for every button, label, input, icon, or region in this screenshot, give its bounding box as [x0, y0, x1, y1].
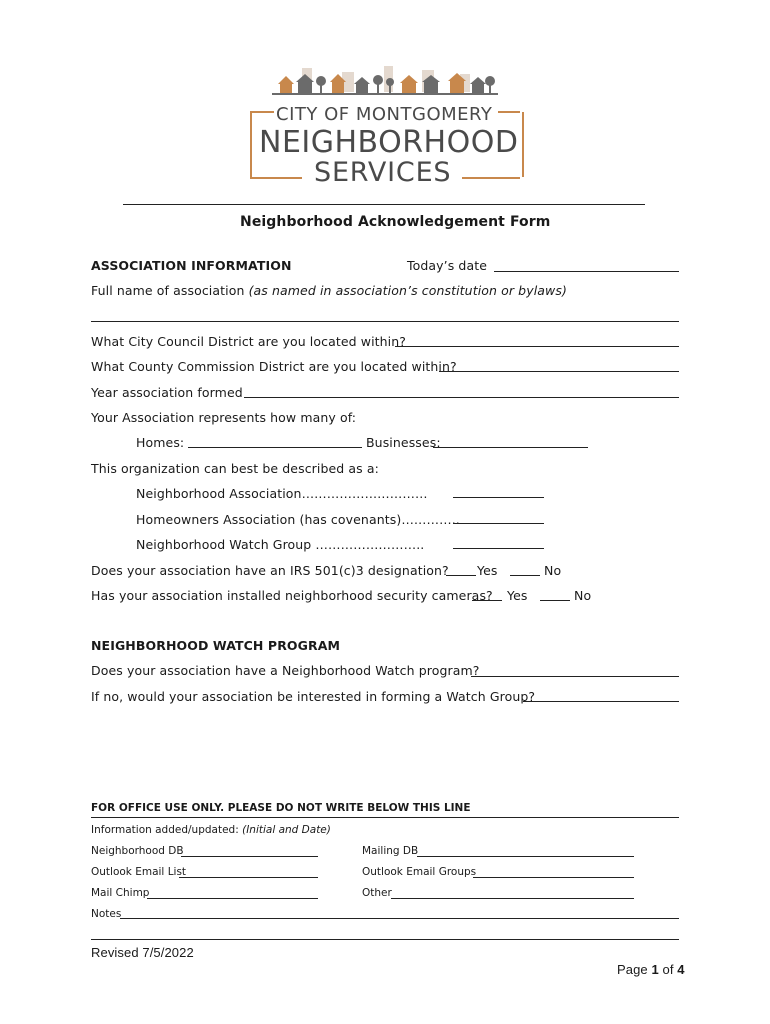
outlook-groups-field[interactable] — [473, 877, 634, 878]
page-number — [617, 962, 685, 977]
other-label: Other — [362, 887, 392, 899]
logo-neighborhood-text: NEIGHBORHOOD — [259, 125, 519, 160]
year-formed-field[interactable] — [244, 397, 679, 398]
neighborhood-db-field[interactable] — [181, 856, 318, 857]
full-name-label-text: Full name of association — [91, 283, 245, 298]
page-of: of — [658, 962, 678, 977]
irs-yes-label: Yes — [477, 563, 498, 578]
todays-date-field[interactable] — [494, 271, 679, 272]
skyline-icon — [272, 62, 498, 104]
info-updated-label — [91, 824, 331, 836]
option-homeowners-association: Homeowners Association (has covenants)………….. — [136, 512, 460, 527]
page-prefix: Page — [617, 962, 652, 977]
irs-question: Does your association have an IRS 501(c)3 designation? — [91, 563, 449, 578]
council-district-label: What City Council District are you located within? — [91, 334, 407, 349]
info-updated-note: (Initial and Date) — [242, 824, 331, 836]
mail-chimp-label: Mail Chimp — [91, 887, 150, 899]
homeowners-association-field[interactable] — [453, 523, 544, 524]
cameras-no-field[interactable] — [540, 600, 570, 601]
council-district-field[interactable] — [395, 346, 679, 347]
businesses-field[interactable] — [433, 447, 588, 448]
cameras-question: Has your association installed neighborhood security cameras? — [91, 588, 493, 603]
cameras-yes-label: Yes — [507, 588, 528, 603]
represents-label: Your Association represents how many of: — [91, 410, 357, 425]
association-heading: ASSOCIATION INFORMATION — [91, 258, 292, 273]
commission-district-label: What County Commission District are you located within? — [91, 359, 457, 374]
form-title: Neighborhood Acknowledgement Form — [240, 214, 551, 230]
homes-field[interactable] — [188, 447, 362, 448]
full-name-field[interactable] — [91, 321, 679, 322]
full-name-label — [91, 283, 567, 298]
notes-field-2[interactable] — [91, 939, 679, 940]
mailing-db-field[interactable] — [417, 856, 634, 857]
watch-heading: NEIGHBORHOOD WATCH PROGRAM — [91, 638, 341, 653]
mailing-db-label: Mailing DB — [362, 845, 419, 857]
watch-program-field[interactable] — [471, 676, 679, 677]
outlook-list-field[interactable] — [179, 877, 318, 878]
other-field[interactable] — [391, 898, 634, 899]
info-updated-text: Information added/updated: — [91, 824, 239, 836]
logo-city-text: CITY OF MONTGOMERY — [276, 104, 493, 125]
logo-services-text: SERVICES — [314, 157, 452, 188]
revised-date: Revised 7/5/2022 — [91, 945, 194, 960]
todays-date-label: Today’s date — [407, 258, 487, 273]
mail-chimp-field[interactable] — [147, 898, 318, 899]
irs-no-field[interactable] — [510, 575, 540, 576]
title-rule — [123, 204, 645, 205]
irs-no-label: No — [544, 563, 562, 578]
office-use-rule — [91, 817, 679, 818]
watch-group-field[interactable] — [453, 548, 544, 549]
cameras-no-label: No — [574, 588, 592, 603]
office-use-heading: FOR OFFICE USE ONLY. PLEASE DO NOT WRITE BELOW THIS LINE — [91, 802, 471, 814]
homes-label: Homes: — [136, 435, 185, 450]
page-total: 4 — [677, 962, 685, 977]
commission-district-field[interactable] — [439, 371, 679, 372]
notes-field[interactable] — [120, 918, 679, 919]
option-neighborhood-association: Neighborhood Association………………………… — [136, 486, 428, 501]
watch-interest-question: If no, would your association be interested in forming a Watch Group? — [91, 689, 536, 704]
neighborhood-db-label: Neighborhood DB — [91, 845, 184, 857]
described-label: This organization can best be described as a: — [91, 461, 379, 476]
outlook-groups-label: Outlook Email Groups — [362, 866, 477, 878]
page-current: 1 — [651, 962, 659, 977]
cameras-yes-field[interactable] — [472, 600, 502, 601]
neighborhood-association-field[interactable] — [453, 497, 544, 498]
irs-yes-field[interactable] — [446, 575, 476, 576]
year-formed-label: Year association formed — [91, 385, 243, 400]
option-watch-group: Neighborhood Watch Group …………………….. — [136, 537, 425, 552]
notes-label: Notes — [91, 908, 122, 920]
outlook-list-label: Outlook Email List — [91, 866, 187, 878]
watch-interest-field[interactable] — [523, 701, 679, 702]
watch-program-question: Does your association have a Neighborhood Watch program? — [91, 663, 480, 678]
businesses-label: Businesses: — [366, 435, 441, 450]
full-name-note: (as named in association’s constitution or bylaws) — [248, 283, 567, 298]
